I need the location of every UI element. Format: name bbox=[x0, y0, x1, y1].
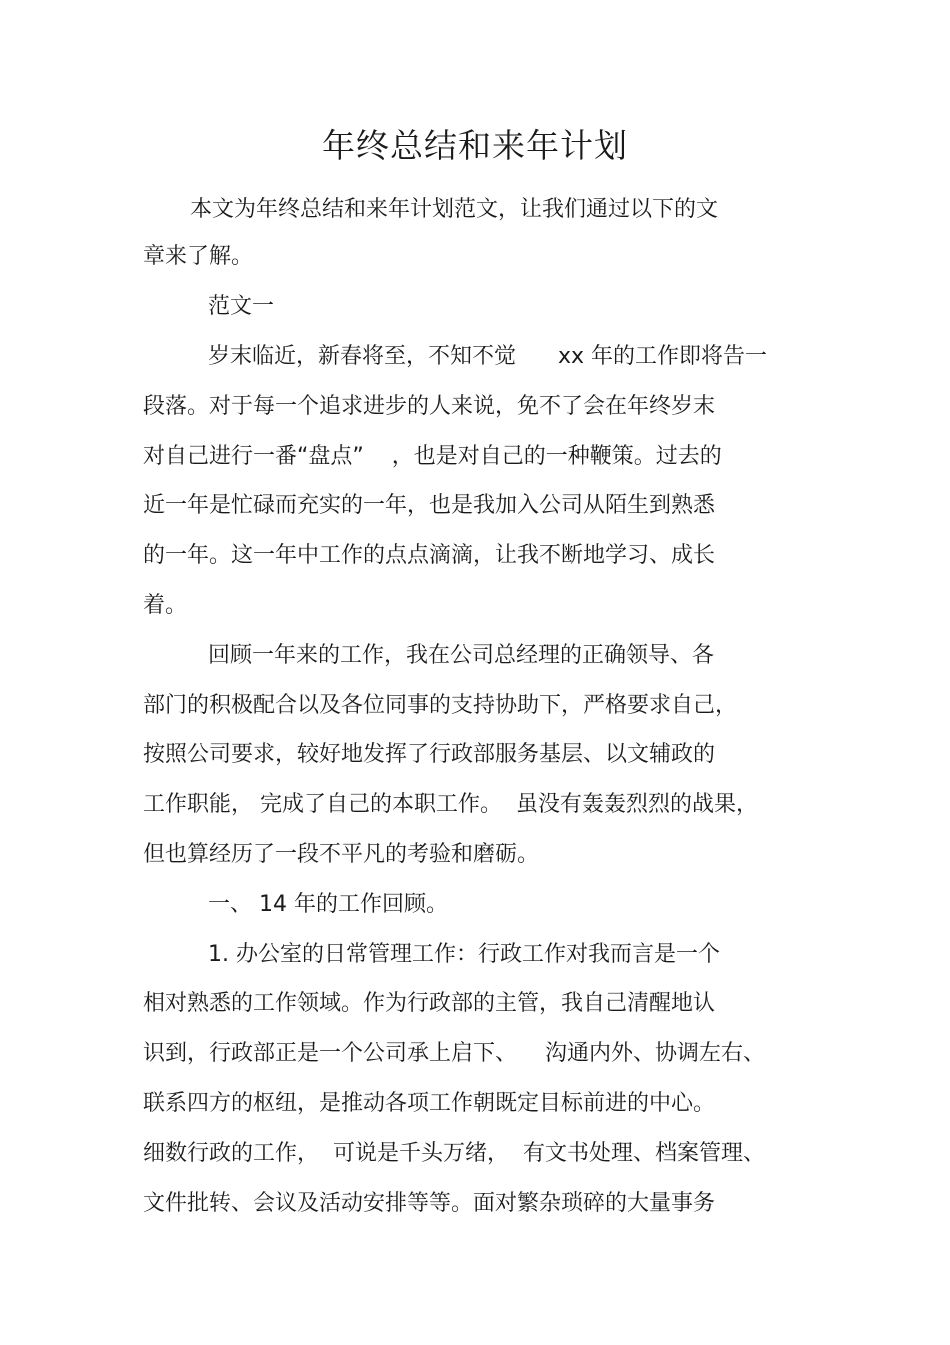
document-title: 年终总结和来年计划 bbox=[322, 126, 628, 165]
paragraph-line: 工作职能， 完成了自己的本职工作。 虽没有轰轰烈烈的战果， bbox=[143, 792, 758, 817]
paragraph-line: 着。 bbox=[143, 593, 188, 618]
paragraph-line: 回顾一年来的工作，我在公司总经理的正确领导、各 bbox=[208, 643, 715, 668]
paragraph-line: 部门的积极配合以及各位同事的支持协助下，严格要求自己， bbox=[143, 693, 738, 718]
paragraph-line: 相对熟悉的工作领域。作为行政部的主管，我自己清醒地认 bbox=[143, 991, 716, 1016]
paragraph-line: 对自己进行一番“盘点” ，也是对自己的一种鞭策。过去的 bbox=[143, 444, 722, 469]
paragraph-line: 近一年是忙碌而充实的一年，也是我加入公司从陌生到熟悉 bbox=[143, 493, 716, 518]
paragraph-line: 范文一 bbox=[208, 294, 275, 319]
paragraph-line: 文件批转、会议及活动安排等等。面对繁杂琐碎的大量事务 bbox=[143, 1191, 716, 1216]
paragraph-line: 岁末临近，新春将至，不知不觉 xx 年的工作即将告一 bbox=[208, 344, 767, 369]
section-heading: 一、 14 年的工作回顾。 bbox=[208, 892, 448, 917]
paragraph-line: 识到，行政部正是一个公司承上启下、 沟通内外、协调左右、 bbox=[143, 1041, 765, 1066]
paragraph-line: 细数行政的工作， 可说是千头万绪， 有文书处理、档案管理、 bbox=[143, 1141, 765, 1166]
paragraph-line: 段落。对于每一个追求进步的人来说，免不了会在年终岁末 bbox=[143, 394, 716, 419]
paragraph-line: 1. 办公室的日常管理工作：行政工作对我而言是一个 bbox=[208, 942, 720, 967]
paragraph-line: 章来了解。 bbox=[143, 244, 254, 269]
paragraph-line: 本文为年终总结和来年计划范文，让我们通过以下的文 bbox=[190, 197, 719, 222]
paragraph-line: 联系四方的枢纽，是推动各项工作朝既定目标前进的中心。 bbox=[143, 1091, 716, 1116]
paragraph-line: 但也算经历了一段不平凡的考验和磨砺。 bbox=[143, 842, 540, 867]
paragraph-line: 的一年。这一年中工作的点点滴滴，让我不断地学习、成长 bbox=[143, 543, 716, 568]
paragraph-line: 按照公司要求，较好地发挥了行政部服务基层、以文辅政的 bbox=[143, 742, 716, 767]
